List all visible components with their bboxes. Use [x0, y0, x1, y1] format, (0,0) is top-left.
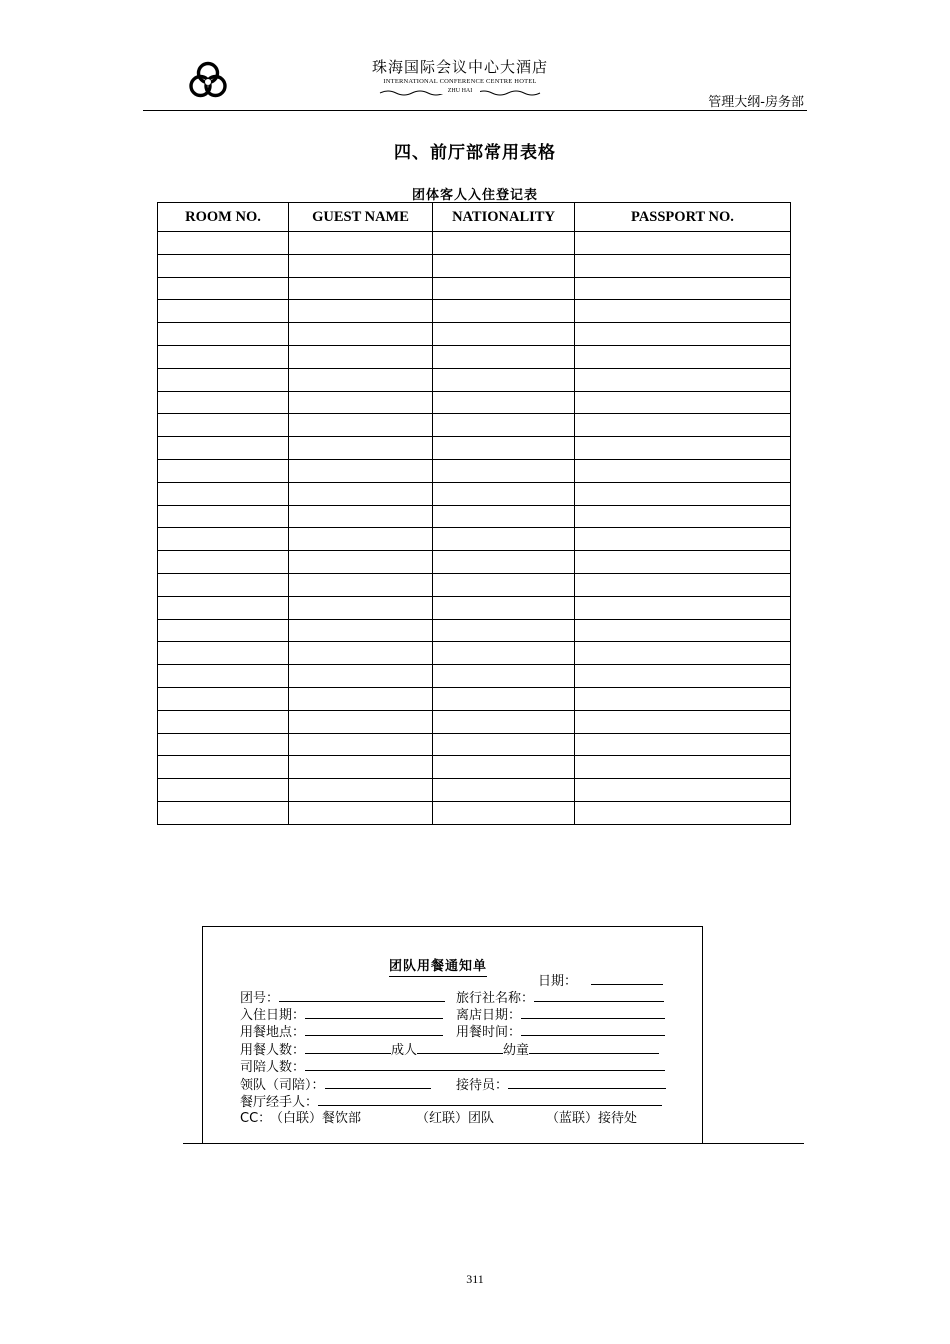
table-row — [158, 414, 791, 437]
venue-field — [240, 1023, 443, 1041]
cell-passport-no[interactable] — [575, 254, 791, 277]
cell-room-no[interactable] — [158, 642, 289, 665]
cell-nationality[interactable] — [433, 528, 575, 551]
table-row — [158, 368, 791, 391]
register-title: 团体客人入住登记表 — [411, 188, 538, 203]
cell-nationality[interactable] — [433, 345, 575, 368]
table-row — [158, 254, 791, 277]
cell-guest-name[interactable] — [289, 505, 433, 528]
cell-room-no[interactable] — [158, 551, 289, 574]
cell-passport-no[interactable] — [575, 368, 791, 391]
cell-passport-no[interactable] — [575, 687, 791, 710]
cell-guest-name[interactable] — [289, 414, 433, 437]
cell-passport-no[interactable] — [575, 300, 791, 323]
cell-guest-name[interactable] — [289, 459, 433, 482]
cell-guest-name[interactable] — [289, 277, 433, 300]
agency-field — [456, 989, 664, 1007]
leader-field — [240, 1076, 431, 1094]
cell-guest-name[interactable] — [289, 345, 433, 368]
cell-passport-no[interactable] — [575, 459, 791, 482]
checkin-input-line[interactable] — [305, 1006, 443, 1019]
table-body — [158, 232, 791, 825]
table-header-row — [158, 203, 791, 232]
cell-guest-name[interactable] — [289, 779, 433, 802]
cell-nationality[interactable] — [433, 733, 575, 756]
cell-nationality[interactable] — [433, 756, 575, 779]
cell-nationality[interactable] — [433, 779, 575, 802]
cell-passport-no[interactable] — [575, 414, 791, 437]
cell-room-no[interactable] — [158, 710, 289, 733]
adults-label: 成人 — [391, 1043, 418, 1058]
cell-nationality[interactable] — [433, 619, 575, 642]
cell-guest-name[interactable] — [289, 232, 433, 255]
cell-guest-name[interactable] — [289, 642, 433, 665]
cell-guest-name[interactable] — [289, 733, 433, 756]
cell-guest-name[interactable] — [289, 300, 433, 323]
cell-passport-no[interactable] — [575, 551, 791, 574]
cell-room-no[interactable] — [158, 437, 289, 460]
checkout-input-line[interactable] — [521, 1006, 665, 1019]
cell-passport-no[interactable] — [575, 323, 791, 346]
table-row — [158, 277, 791, 300]
agency-label: 旅行社名称： — [456, 991, 535, 1006]
cell-passport-no[interactable] — [575, 710, 791, 733]
cell-guest-name[interactable] — [289, 482, 433, 505]
group-registration-table — [157, 202, 791, 825]
table-row — [158, 459, 791, 482]
hotel-city-en: ZHU HAI — [440, 88, 480, 94]
table-row — [158, 482, 791, 505]
cell-guest-name[interactable] — [289, 323, 433, 346]
table-row — [158, 345, 791, 368]
cell-room-no[interactable] — [158, 779, 289, 802]
hotel-name-cn: 珠海国际会议中心大酒店 — [371, 58, 548, 76]
table-row — [158, 551, 791, 574]
cell-room-no[interactable] — [158, 414, 289, 437]
cell-room-no[interactable] — [158, 528, 289, 551]
table-row — [158, 528, 791, 551]
leader-input-line[interactable] — [325, 1076, 431, 1089]
adults-input-line[interactable] — [305, 1041, 391, 1054]
table-row — [158, 596, 791, 619]
table-row — [158, 300, 791, 323]
handler-input-line[interactable] — [318, 1093, 662, 1106]
cell-nationality[interactable] — [433, 300, 575, 323]
cell-nationality[interactable] — [433, 665, 575, 688]
trefoil-logo-icon — [186, 58, 230, 102]
cc-row — [240, 1111, 271, 1127]
cell-room-no[interactable] — [158, 619, 289, 642]
table-row — [158, 710, 791, 733]
cell-room-no[interactable] — [158, 254, 289, 277]
cell-nationality[interactable] — [433, 437, 575, 460]
group-no-field — [240, 989, 445, 1007]
cell-passport-no[interactable] — [575, 642, 791, 665]
table-row — [158, 323, 791, 346]
cell-nationality[interactable] — [433, 232, 575, 255]
table-row — [158, 733, 791, 756]
cell-room-no[interactable] — [158, 756, 289, 779]
cell-room-no[interactable] — [158, 391, 289, 414]
cell-room-no[interactable] — [158, 687, 289, 710]
cell-guest-name[interactable] — [289, 254, 433, 277]
cell-nationality[interactable] — [433, 551, 575, 574]
escorts-label: 司陪人数： — [240, 1060, 306, 1075]
cell-guest-name[interactable] — [289, 551, 433, 574]
children-input-line[interactable] — [417, 1041, 503, 1054]
cell-room-no[interactable] — [158, 345, 289, 368]
agency-input-line[interactable] — [534, 989, 664, 1002]
cell-room-no[interactable] — [158, 300, 289, 323]
cell-guest-name[interactable] — [289, 437, 433, 460]
table-row — [158, 642, 791, 665]
checkin-label: 入住日期： — [240, 1008, 306, 1023]
cell-nationality[interactable] — [433, 596, 575, 619]
cell-nationality[interactable] — [433, 414, 575, 437]
children-label: 幼童 — [503, 1043, 530, 1058]
cell-room-no[interactable] — [158, 573, 289, 596]
leader-label: 领队（司陪）： — [240, 1078, 325, 1093]
cell-guest-name[interactable] — [289, 368, 433, 391]
cell-passport-no[interactable] — [575, 505, 791, 528]
cell-room-no[interactable] — [158, 232, 289, 255]
cell-passport-no[interactable] — [575, 665, 791, 688]
header-divider — [143, 110, 807, 111]
cell-passport-no[interactable] — [575, 756, 791, 779]
table-row — [158, 232, 791, 255]
venue-label: 用餐地点： — [240, 1025, 306, 1040]
cell-nationality[interactable] — [433, 687, 575, 710]
cell-passport-no[interactable] — [575, 528, 791, 551]
column-header-room-no: ROOM NO. — [158, 203, 289, 232]
handler-label: 餐厅经手人： — [240, 1095, 319, 1110]
table-row — [158, 505, 791, 528]
cell-guest-name[interactable] — [289, 687, 433, 710]
cell-passport-no[interactable] — [575, 437, 791, 460]
cell-nationality[interactable] — [433, 391, 575, 414]
checkin-field — [240, 1006, 443, 1024]
cell-nationality[interactable] — [433, 573, 575, 596]
cell-nationality[interactable] — [433, 801, 575, 824]
cc-label: CC： — [240, 1111, 272, 1126]
table-row — [158, 779, 791, 802]
cell-room-no[interactable] — [158, 505, 289, 528]
table-row — [158, 687, 791, 710]
cell-nationality[interactable] — [433, 459, 575, 482]
cell-passport-no[interactable] — [575, 482, 791, 505]
table-row — [158, 391, 791, 414]
date-field — [538, 972, 663, 990]
cell-passport-no[interactable] — [575, 232, 791, 255]
section-title: 四、前厅部常用表格 — [394, 143, 556, 163]
cell-passport-no[interactable] — [575, 596, 791, 619]
receptionist-input-line[interactable] — [508, 1076, 666, 1089]
meal-time-input-line[interactable] — [521, 1023, 665, 1036]
page-number: 311 — [466, 1272, 484, 1286]
table-row — [158, 573, 791, 596]
cut-line — [183, 1143, 804, 1144]
meal-time-field — [456, 1023, 665, 1041]
cell-passport-no[interactable] — [575, 391, 791, 414]
venue-input-line[interactable] — [305, 1023, 443, 1036]
cell-room-no[interactable] — [158, 277, 289, 300]
cell-room-no[interactable] — [158, 665, 289, 688]
cell-guest-name[interactable] — [289, 596, 433, 619]
header-department: 管理大纲-房务部 — [708, 95, 804, 110]
cell-passport-no[interactable] — [575, 345, 791, 368]
cell-room-no[interactable] — [158, 801, 289, 824]
cell-passport-no[interactable] — [575, 277, 791, 300]
cell-passport-no[interactable] — [575, 573, 791, 596]
table-row — [158, 801, 791, 824]
cell-room-no[interactable] — [158, 323, 289, 346]
cell-nationality[interactable] — [433, 642, 575, 665]
cell-guest-name[interactable] — [289, 391, 433, 414]
cell-room-no[interactable] — [158, 368, 289, 391]
hotel-name-en: INTERNATIONAL CONFERENCE CENTRE HOTEL — [383, 78, 537, 85]
group-no-label: 团号： — [240, 991, 280, 1006]
cell-guest-name[interactable] — [289, 573, 433, 596]
cell-guest-name[interactable] — [289, 619, 433, 642]
table-row — [158, 665, 791, 688]
cell-guest-name[interactable] — [289, 756, 433, 779]
cell-nationality[interactable] — [433, 505, 575, 528]
checkout-field — [456, 1006, 665, 1024]
date-label: 日期： — [538, 974, 578, 989]
meal-notice-title: 团队用餐通知单 — [389, 955, 487, 977]
escorts-input-line[interactable] — [305, 1058, 665, 1071]
cell-guest-name[interactable] — [289, 528, 433, 551]
date-input-line[interactable] — [591, 972, 663, 985]
cell-passport-no[interactable] — [575, 733, 791, 756]
cell-nationality[interactable] — [433, 277, 575, 300]
diners-label: 用餐人数： — [240, 1043, 306, 1058]
cell-nationality[interactable] — [433, 710, 575, 733]
group-no-input-line[interactable] — [279, 989, 445, 1002]
cc-white-copy: （白联）餐饮部 — [270, 1111, 362, 1126]
cell-room-no[interactable] — [158, 459, 289, 482]
column-header-passport-no: PASSPORT NO. — [575, 203, 791, 232]
cell-nationality[interactable] — [433, 368, 575, 391]
cc-blue-copy: （蓝联）接待处 — [546, 1111, 638, 1126]
escorts-field — [240, 1058, 665, 1076]
cell-room-no[interactable] — [158, 596, 289, 619]
cell-nationality[interactable] — [433, 254, 575, 277]
cell-nationality[interactable] — [433, 482, 575, 505]
cell-nationality[interactable] — [433, 323, 575, 346]
cell-room-no[interactable] — [158, 733, 289, 756]
handler-field — [240, 1093, 662, 1111]
receptionist-field — [456, 1076, 666, 1094]
cell-room-no[interactable] — [158, 482, 289, 505]
cell-passport-no[interactable] — [575, 619, 791, 642]
table-row — [158, 756, 791, 779]
meal-time-label: 用餐时间： — [456, 1025, 522, 1040]
cell-passport-no[interactable] — [575, 779, 791, 802]
diners-field — [240, 1041, 659, 1059]
table-row — [158, 437, 791, 460]
cell-guest-name[interactable] — [289, 710, 433, 733]
diners-extra-input-line[interactable] — [529, 1041, 659, 1054]
cc-red-copy: （红联）团队 — [416, 1111, 495, 1126]
cell-guest-name[interactable] — [289, 801, 433, 824]
cell-passport-no[interactable] — [575, 801, 791, 824]
table-row — [158, 619, 791, 642]
cell-guest-name[interactable] — [289, 665, 433, 688]
checkout-label: 离店日期： — [456, 1008, 522, 1023]
column-header-nationality: NATIONALITY — [433, 203, 575, 232]
column-header-guest-name: GUEST NAME — [289, 203, 433, 232]
receptionist-label: 接待员： — [456, 1078, 509, 1093]
